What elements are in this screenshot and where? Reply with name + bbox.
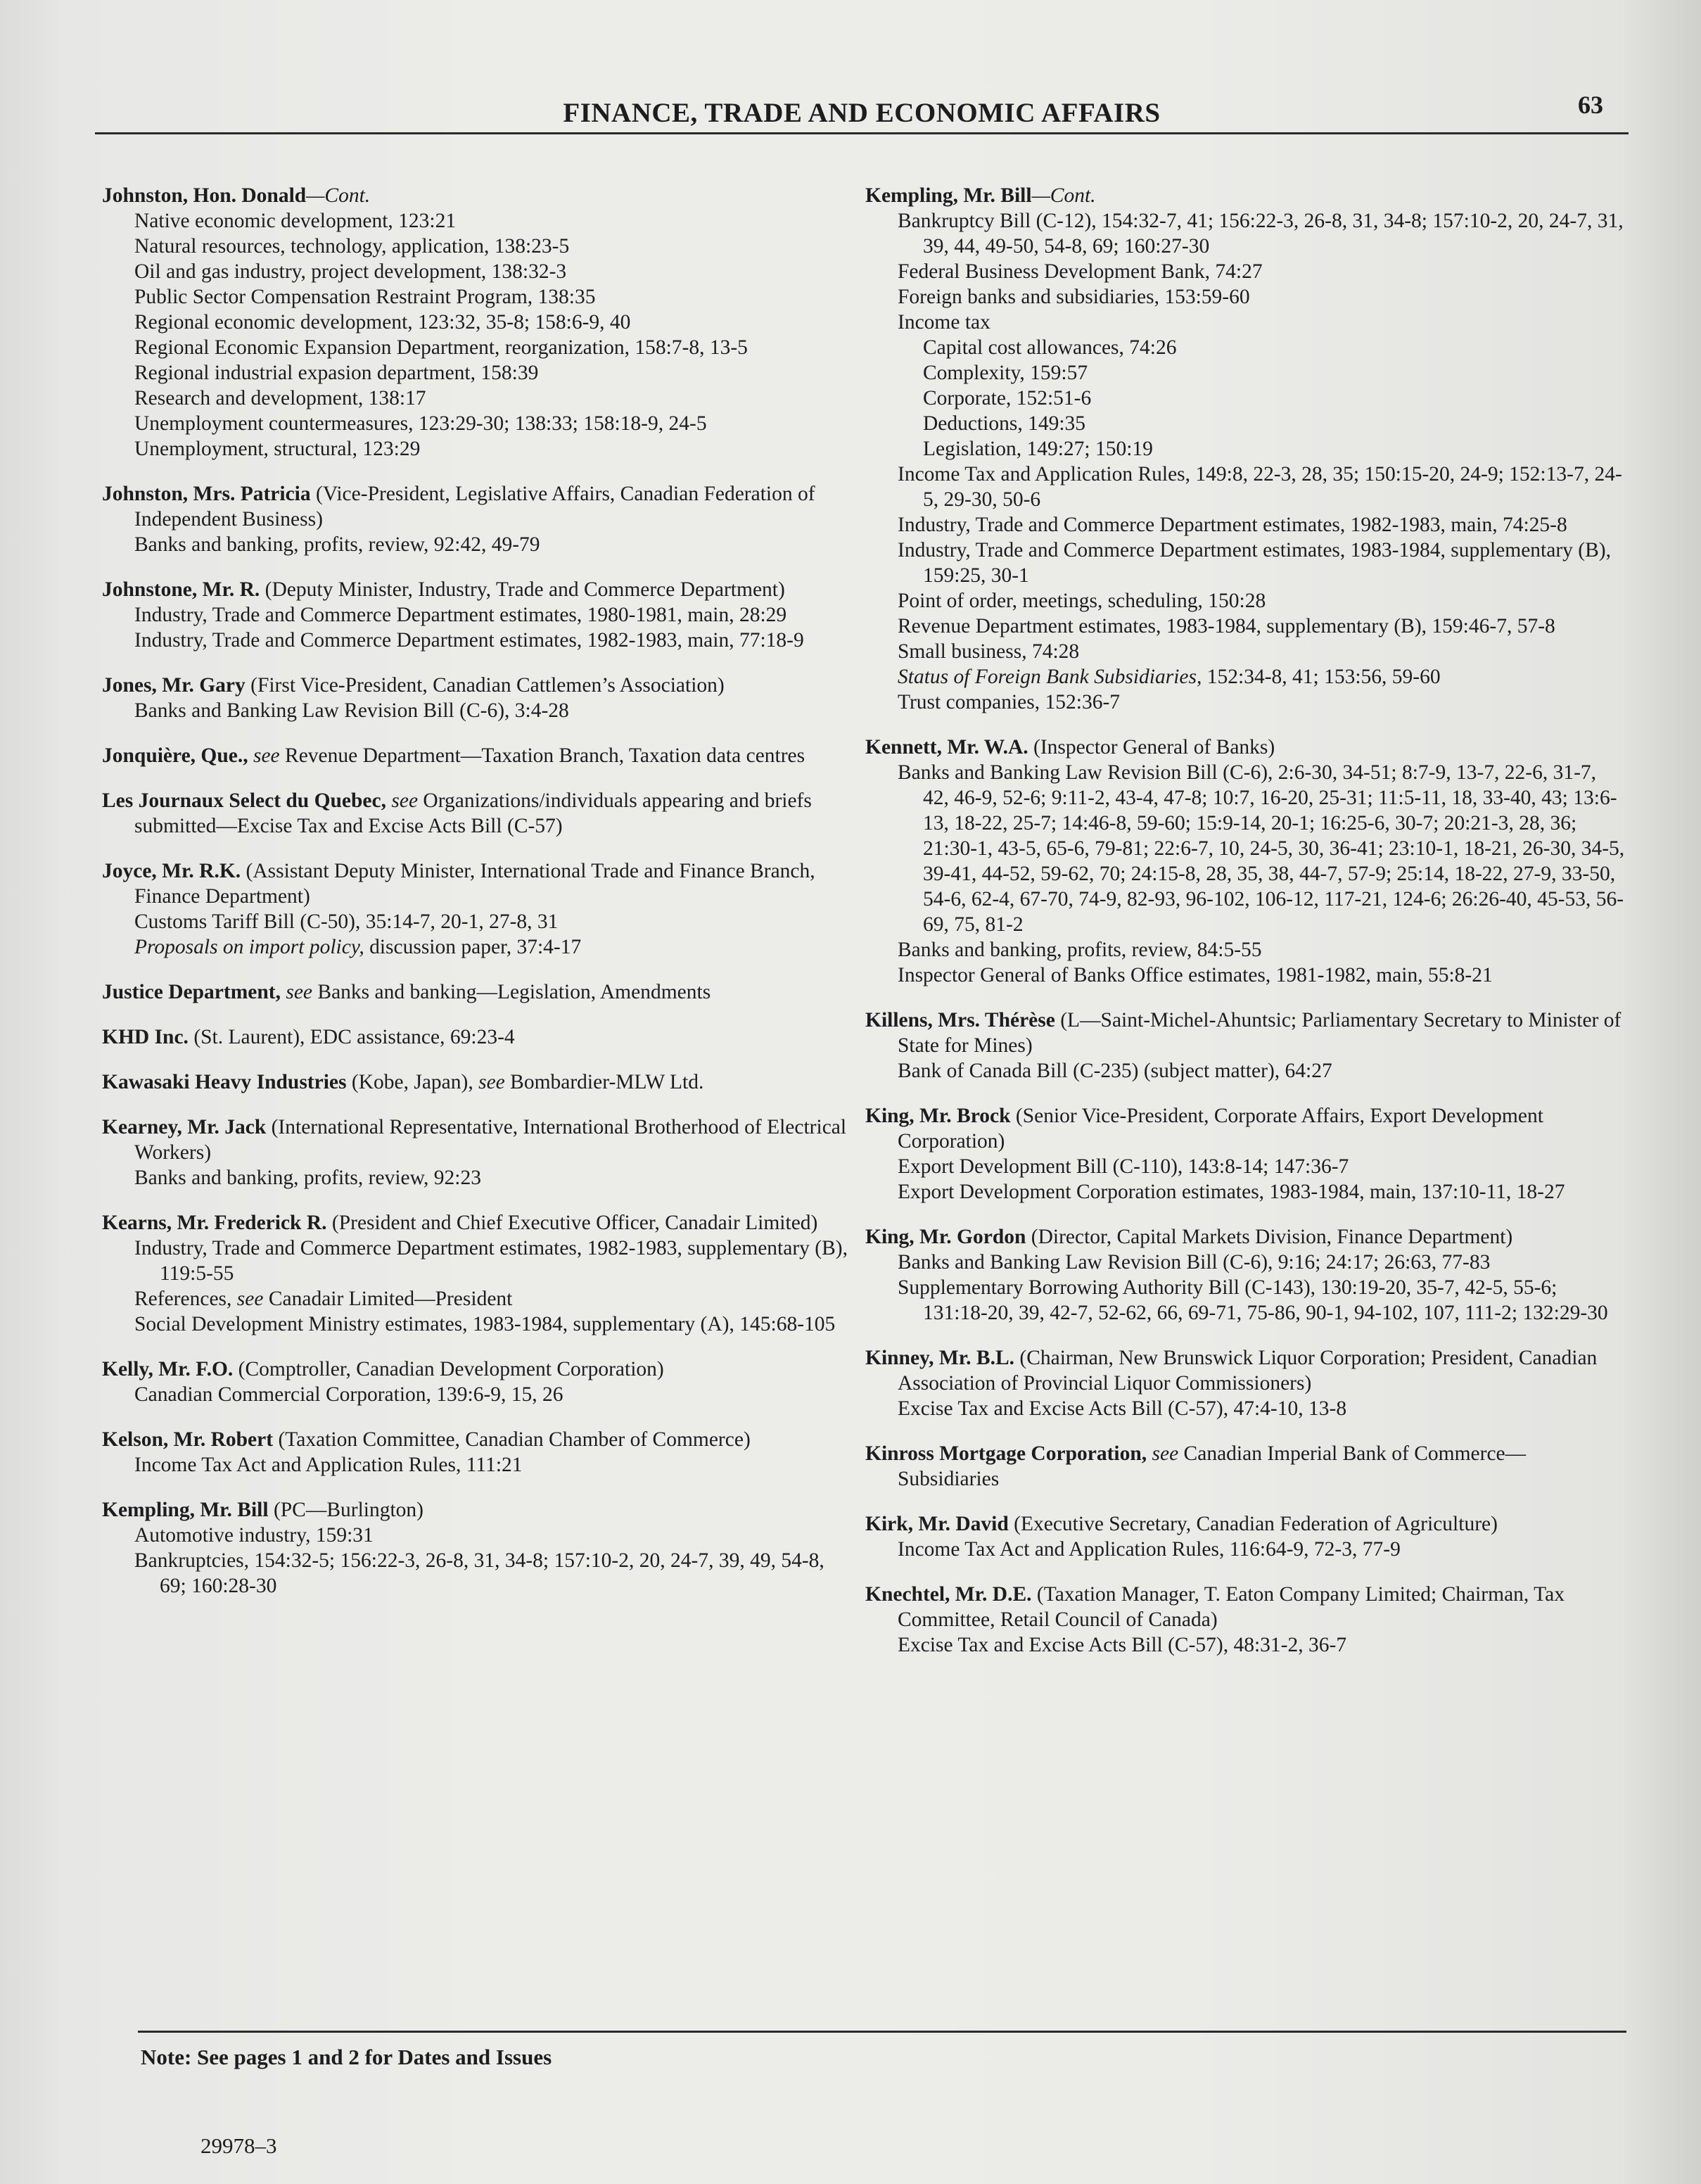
entry-heading bbox=[102, 1069, 848, 1095]
entry-name: Kearney, Mr. Jack bbox=[102, 1116, 267, 1138]
index-entry bbox=[102, 743, 848, 768]
entry-heading bbox=[102, 1115, 848, 1165]
right-column bbox=[865, 183, 1625, 1677]
entry-heading bbox=[102, 1210, 848, 1236]
entry-description: (PC—Burlington) bbox=[268, 1499, 424, 1521]
index-entry bbox=[102, 1210, 848, 1337]
entry-heading bbox=[102, 788, 848, 839]
entry-heading bbox=[102, 858, 848, 909]
entry-description: (Senior Vice-President, Corporate Affairs, Export Development Corporation) bbox=[898, 1105, 1543, 1153]
entry-description: (L—Saint-Michel-Ahuntsic; Parliamentary Secretary to Minister of State for Mines) bbox=[898, 1009, 1622, 1057]
entry-name: Kempling, Mr. Bill bbox=[102, 1499, 269, 1521]
entry-name: Knechtel, Mr. D.E. bbox=[865, 1583, 1032, 1606]
subentry: Social Development Ministry estimates, 1983-1984, supplementary (A), 145:68-105 bbox=[134, 1313, 836, 1335]
entry-description: (St. Laurent), EDC assistance, 69:23-4 bbox=[188, 1026, 515, 1048]
subentry: Trust companies, 152:36-7 bbox=[898, 691, 1121, 713]
entry-heading bbox=[865, 1008, 1625, 1058]
left-column bbox=[102, 183, 848, 1618]
entry-description: (Taxation Committee, Canadian Chamber of Commerce) bbox=[273, 1428, 751, 1451]
entry-name: Kawasaki Heavy Industries bbox=[102, 1071, 347, 1093]
entry-name: Kinross Mortgage Corporation, bbox=[865, 1442, 1147, 1465]
index-entry bbox=[865, 1008, 1625, 1084]
entry-heading bbox=[865, 735, 1625, 760]
subentry: Revenue Department estimates, 1983-1984, supplementary (B), 159:46-7, 57-8 bbox=[898, 615, 1555, 637]
subentry: Bank of Canada Bill (C-235) (subject matter), 64:27 bbox=[898, 1060, 1332, 1082]
entry-name: Johnstone, Mr. R. bbox=[102, 578, 260, 601]
entry-heading bbox=[102, 673, 848, 698]
print-code: 29978–3 bbox=[200, 2133, 277, 2158]
index-entry bbox=[102, 577, 848, 653]
entry-heading bbox=[102, 1497, 848, 1523]
entry-description: (Executive Secretary, Canadian Federation of Agriculture) bbox=[1008, 1513, 1498, 1535]
see-target: Canadair Limited—President bbox=[263, 1288, 513, 1310]
subentry-pages: discussion paper, 37:4-17 bbox=[364, 936, 582, 958]
subentry: Industry, Trade and Commerce Department estimates, 1983-1984, supplementary (B), 159:25, 30-1 bbox=[898, 539, 1611, 587]
entry-name: Kearns, Mr. Frederick R. bbox=[102, 1212, 327, 1234]
subentry bbox=[102, 1286, 848, 1312]
subentry: Unemployment, structural, 123:29 bbox=[134, 438, 421, 460]
subentry: Export Development Bill (C-110), 143:8-14; 147:36-7 bbox=[898, 1155, 1349, 1178]
index-entry bbox=[102, 673, 848, 723]
subentry-pages: 152:34-8, 41; 153:56, 59-60 bbox=[1202, 666, 1441, 688]
index-entry bbox=[865, 1103, 1625, 1205]
subentry: Supplementary Borrowing Authority Bill (C-143), 130:19-20, 35-7, 42-5, 55-6; 131:18-20, 39, 42-7, 52-62, 66, 69-71, 75-86, 90-1, 94-102, 107, 111-2; 132:29-30 bbox=[898, 1276, 1608, 1324]
entry-description: (Comptroller, Canadian Development Corporation) bbox=[233, 1358, 664, 1380]
entry-heading bbox=[865, 1582, 1625, 1632]
index-entry bbox=[102, 1427, 848, 1478]
subentry: Banks and Banking Law Revision Bill (C-6), 2:6-30, 34-51; 8:7-9, 13-7, 22-6, 31-7, 42, 46-9, 52-6; 9:11-2, 43-4, 47-8; 10:7, 16-20, 25-31; 11:5-11, 18, 33-40, 43; 13:6-13, 18-22, 25-7; 14:46-8, 59-60; 15:9-14, 20-1; 16:25-6, 30-7; 20:21-3, 28, 36; 21:30-1, 43-5, 65-6, 79-81; 22:6-7, 10, 24-5, 30, 36-41; 23:10-1, 18-21, 26-30, 34-5, 39-41, 44-52, 59-62, 70; 24:15-8, 28, 35, 38, 44-7, 57-9; 25:14, 18-22, 27-9, 33-50, 54-6, 62-4, 67-70, 74-9, 82-93, 96-102, 106-12, 117-21, 124-6; 26:26-40, 45-53, 56-69, 75, 81-2 bbox=[898, 761, 1625, 936]
entry-heading bbox=[102, 577, 848, 602]
subentry: Income Tax and Application Rules, 149:8, 22-3, 28, 35; 150:15-20, 24-9; 152:13-7, 24-5, 29-30, 50-6 bbox=[898, 463, 1622, 511]
entry-name: Johnston, Mrs. Patricia bbox=[102, 483, 311, 505]
entry-heading bbox=[102, 1024, 848, 1050]
entry-description: (First Vice-President, Canadian Cattlemen’s Association) bbox=[245, 674, 725, 697]
entry-name: Killens, Mrs. Thérèse bbox=[865, 1009, 1055, 1031]
subentry: Banks and banking, profits, review, 92:23 bbox=[134, 1167, 481, 1189]
entry-heading bbox=[102, 183, 848, 208]
subentry: Automotive industry, 159:31 bbox=[134, 1524, 374, 1547]
subentry: Industry, Trade and Commerce Department estimates, 1982-1983, supplementary (B), 119:5-55 bbox=[134, 1237, 848, 1285]
index-entry bbox=[865, 1441, 1625, 1492]
see-target: Revenue Department—Taxation Branch, Taxation data centres bbox=[279, 744, 805, 767]
subentry bbox=[102, 934, 848, 960]
see-label: see bbox=[231, 1288, 264, 1310]
entry-heading bbox=[865, 183, 1625, 208]
see-target: Organizations/individuals appearing and briefs submitted—Excise Tax and Excise Acts Bill (C-57) bbox=[134, 789, 812, 837]
subentry: Customs Tariff Bill (C-50), 35:14-7, 20-1, 27-8, 31 bbox=[134, 910, 559, 933]
entry-description: (Chairman, New Brunswick Liquor Corporation; President, Canadian Association of Provincial Liquor Commissioners) bbox=[898, 1347, 1598, 1395]
index-entry bbox=[865, 735, 1625, 988]
entry-heading bbox=[102, 1427, 848, 1452]
index-entry bbox=[102, 1357, 848, 1407]
subentry: Bankruptcies, 154:32-5; 156:22-3, 26-8, 31, 34-8; 157:10-2, 20, 24-7, 39, 49, 54-8, 69; 160:28-30 bbox=[134, 1549, 824, 1597]
subentry: Unemployment countermeasures, 123:29-30; 138:33; 158:18-9, 24-5 bbox=[134, 412, 707, 435]
subentry: Natural resources, technology, application, 138:23-5 bbox=[134, 235, 570, 258]
entry-heading bbox=[865, 1511, 1625, 1537]
subentry: Inspector General of Banks Office estimates, 1981-1982, main, 55:8-21 bbox=[898, 964, 1493, 986]
index-entry bbox=[102, 1115, 848, 1191]
index-entry bbox=[102, 1069, 848, 1095]
entry-heading bbox=[102, 481, 848, 532]
entry-name: Kelly, Mr. F.O. bbox=[102, 1358, 234, 1380]
entry-heading bbox=[865, 1345, 1625, 1396]
entry-name: Kirk, Mr. David bbox=[865, 1513, 1009, 1535]
subentry: Regional industrial expasion department, 158:39 bbox=[134, 362, 539, 384]
see-label: see bbox=[248, 744, 280, 767]
subentry: Banks and banking, profits, review, 84:5-55 bbox=[898, 939, 1262, 961]
index-entry bbox=[102, 979, 848, 1005]
page-header bbox=[95, 91, 1629, 160]
see-label: see bbox=[1147, 1442, 1179, 1465]
entry-name: King, Mr. Brock bbox=[865, 1105, 1011, 1127]
entry-name: Kelson, Mr. Robert bbox=[102, 1428, 274, 1451]
see-target: Canadian Imperial Bank of Commerce—Subsidiaries bbox=[898, 1442, 1527, 1490]
entry-name: Kempling, Mr. Bill bbox=[865, 184, 1032, 207]
entry-name: Kinney, Mr. B.L. bbox=[865, 1347, 1015, 1369]
subentry: Small business, 74:28 bbox=[898, 640, 1080, 663]
entry-description: (Vice-President, Legislative Affairs, Canadian Federation of Independent Business) bbox=[134, 483, 815, 531]
index-entry bbox=[865, 1582, 1625, 1658]
index-entry bbox=[102, 1024, 848, 1050]
subentry: Banks and Banking Law Revision Bill (C-6), 3:4-28 bbox=[134, 699, 569, 722]
subentry: Bankruptcy Bill (C-12), 154:32-7, 41; 156:22-3, 26-8, 31, 34-8; 157:10-2, 20, 24-7, 31, 39, 44, 49-50, 54-8, 69; 160:27-30 bbox=[898, 210, 1624, 258]
entry-name: KHD Inc. bbox=[102, 1026, 189, 1048]
sub-subentry: Corporate, 152:51-6 bbox=[923, 387, 1092, 410]
index-entry bbox=[865, 1511, 1625, 1562]
index-entry bbox=[102, 858, 848, 960]
subentry: Research and development, 138:17 bbox=[134, 387, 426, 410]
index-entry bbox=[865, 1224, 1625, 1326]
entry-heading bbox=[865, 1103, 1625, 1154]
footer-rule bbox=[138, 2031, 1626, 2033]
subentry: Oil and gas industry, project development, 138:32-3 bbox=[134, 260, 567, 283]
section-title: FINANCE, TRADE AND ECONOMIC AFFAIRS bbox=[563, 98, 1161, 128]
subentry: Point of order, meetings, scheduling, 150:28 bbox=[898, 590, 1266, 612]
entry-description: (Deputy Minister, Industry, Trade and Commerce Department) bbox=[260, 578, 785, 601]
subentry: Income tax bbox=[898, 311, 990, 334]
sub-subentry: Complexity, 159:57 bbox=[923, 362, 1088, 384]
entry-name: Kennett, Mr. W.A. bbox=[865, 736, 1028, 758]
entry-name: Johnston, Hon. Donald bbox=[102, 184, 307, 207]
entry-heading bbox=[102, 1357, 848, 1382]
continued-label: —Cont. bbox=[306, 184, 371, 207]
header-rule bbox=[95, 132, 1629, 134]
entry-name: Les Journaux Select du Quebec, bbox=[102, 789, 386, 812]
page-number: 63 bbox=[1578, 91, 1603, 119]
subentry: Foreign banks and subsidiaries, 153:59-60 bbox=[898, 286, 1250, 308]
entry-name: King, Mr. Gordon bbox=[865, 1226, 1026, 1248]
entry-name: Jones, Mr. Gary bbox=[102, 674, 246, 697]
see-label: see bbox=[280, 981, 313, 1003]
entry-description: (Kobe, Japan), bbox=[346, 1071, 473, 1093]
see-target: Banks and banking—Legislation, Amendments bbox=[312, 981, 711, 1003]
index-entry bbox=[102, 788, 848, 839]
see-label: see bbox=[386, 789, 419, 812]
entry-description: (Taxation Manager, T. Eaton Company Limited; Chairman, Tax Committee, Retail Council of Canada) bbox=[898, 1583, 1565, 1631]
subentry: Income Tax Act and Application Rules, 116:64-9, 72-3, 77-9 bbox=[898, 1538, 1401, 1561]
index-entry bbox=[865, 1345, 1625, 1421]
subentry: Regional Economic Expansion Department, reorganization, 158:7-8, 13-5 bbox=[134, 336, 748, 359]
entry-name: Joyce, Mr. R.K. bbox=[102, 860, 241, 882]
subentry: Public Sector Compensation Restraint Program, 138:35 bbox=[134, 286, 596, 308]
subentry: Banks and Banking Law Revision Bill (C-6), 9:16; 24:17; 26:63, 77-83 bbox=[898, 1251, 1491, 1274]
entry-heading bbox=[865, 1441, 1625, 1492]
index-entry bbox=[102, 183, 848, 462]
sub-subentry: Legislation, 149:27; 150:19 bbox=[923, 438, 1153, 460]
entry-description: (International Representative, International Brotherhood of Electrical Workers) bbox=[134, 1116, 847, 1164]
entry-heading bbox=[865, 1224, 1625, 1250]
subentry: Federal Business Development Bank, 74:27 bbox=[898, 260, 1263, 283]
subentry bbox=[865, 664, 1625, 690]
subentry: Excise Tax and Excise Acts Bill (C-57), 47:4-10, 13-8 bbox=[898, 1397, 1347, 1420]
entry-name: Jonquière, Que., bbox=[102, 744, 248, 767]
sub-subentry: Capital cost allowances, 74:26 bbox=[923, 336, 1177, 359]
see-label: see bbox=[473, 1071, 505, 1093]
subentry: Export Development Corporation estimates, 1983-1984, main, 137:10-11, 18-27 bbox=[898, 1181, 1565, 1203]
entry-description: (Inspector General of Banks) bbox=[1028, 736, 1275, 758]
subentry: Banks and banking, profits, review, 92:42, 49-79 bbox=[134, 533, 540, 556]
publication-title: Proposals on import policy, bbox=[134, 936, 364, 958]
dates-note: Note: See pages 1 and 2 for Dates and Issues bbox=[141, 2045, 552, 2069]
subentry: Income Tax Act and Application Rules, 111:21 bbox=[134, 1454, 523, 1476]
index-entry bbox=[102, 481, 848, 557]
entry-heading bbox=[102, 743, 848, 768]
entry-description: (Assistant Deputy Minister, International Trade and Finance Branch, Finance Department) bbox=[134, 860, 815, 908]
subentry: Industry, Trade and Commerce Department estimates, 1982-1983, main, 74:25-8 bbox=[898, 514, 1567, 536]
subentry: Canadian Commercial Corporation, 139:6-9, 15, 26 bbox=[134, 1383, 563, 1406]
subentry: Native economic development, 123:21 bbox=[134, 210, 457, 232]
entry-name: Justice Department, bbox=[102, 981, 281, 1003]
subentry-text: References, bbox=[134, 1288, 232, 1310]
continued-label: —Cont. bbox=[1031, 184, 1096, 207]
publication-title: Status of Foreign Bank Subsidiaries, bbox=[898, 666, 1202, 688]
entry-heading bbox=[102, 979, 848, 1005]
sub-subentry: Deductions, 149:35 bbox=[923, 412, 1086, 435]
index-entry bbox=[865, 183, 1625, 715]
subentry: Industry, Trade and Commerce Department estimates, 1982-1983, main, 77:18-9 bbox=[134, 629, 804, 652]
entry-description: (Director, Capital Markets Division, Finance Department) bbox=[1026, 1226, 1513, 1248]
see-target: Bombardier-MLW Ltd. bbox=[504, 1071, 704, 1093]
subentry: Excise Tax and Excise Acts Bill (C-57), 48:31-2, 36-7 bbox=[898, 1634, 1347, 1656]
index-entry bbox=[102, 1497, 848, 1599]
subentry: Industry, Trade and Commerce Department estimates, 1980-1981, main, 28:29 bbox=[134, 604, 787, 626]
entry-description: (President and Chief Executive Officer, Canadair Limited) bbox=[326, 1212, 818, 1234]
subentry: Regional economic development, 123:32, 35-8; 158:6-9, 40 bbox=[134, 311, 631, 334]
